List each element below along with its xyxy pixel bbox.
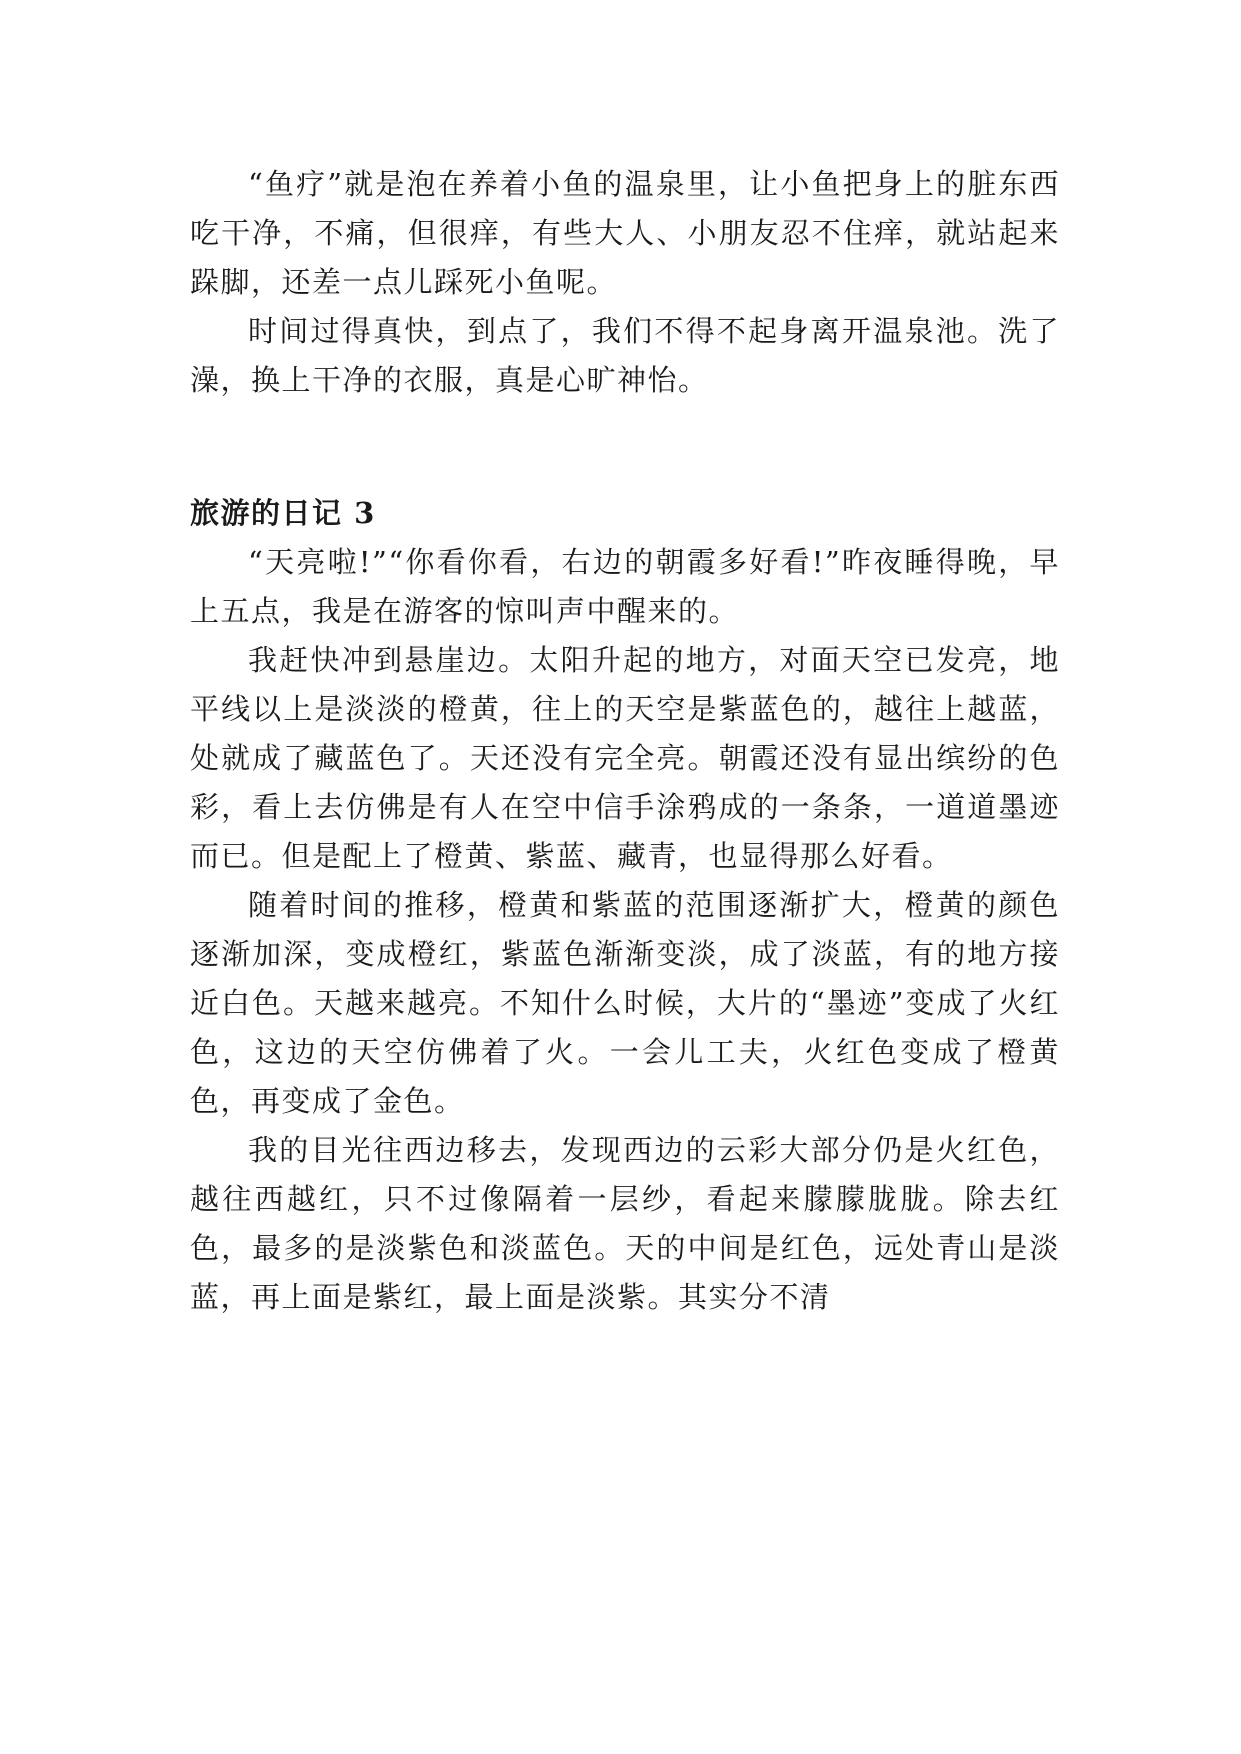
paragraph-west-clouds: 我的目光往西边移去，发现西边的云彩大部分仍是火红色，越往西越红，只不过像隔着一层纱，看起来朦朦胧胧。除去红色，最多的是淡紫色和淡蓝色。天的中间是红色，远处青山是淡蓝，再上面是紫红，最上面是淡紫。其实分不清 [190,1133,1060,1314]
paragraph-waking-up: “天亮啦!”“你看你看，右边的朝霞多好看!”昨夜睡得晚，早上五点，我是在游客的惊叫声中醒来的。 [190,545,1060,628]
document-page [190,160,1060,1322]
paragraph-leaving-pool: 时间过得真快，到点了，我们不得不起身离开温泉池。洗了澡，换上干净的衣服，真是心旷神怡。 [190,314,1060,397]
paragraph-cliff-sky: 我赶快冲到悬崖边。太阳升起的地方，对面天空已发亮，地平线以上是淡淡的橙黄，往上的天空是紫蓝色的，越往上越蓝，处就成了藏蓝色了。天还没有完全亮。朝霞还没有显出缤纷的色彩，看上去仿佛是有人在空中信手涂鸦成的一条条，一道道墨迹而已。但是配上了橙黄、紫蓝、藏青，也显得那么好看。 [190,643,1060,873]
paragraph-color-change: 随着时间的推移，橙黄和紫蓝的范围逐渐扩大，橙黄的颜色逐渐加深，变成橙红，紫蓝色渐渐变淡，成了淡蓝，有的地方接近白色。天越来越亮。不知什么时候，大片的“墨迹”变成了火红色，这边的天空仿佛着了火。一会儿工夫，火红色变成了橙黄色，再变成了金色。 [190,888,1060,1118]
section-title: 旅游的日记 3 [190,496,376,530]
paragraph-fish-therapy: “鱼疗”就是泡在养着小鱼的温泉里，让小鱼把身上的脏东西吃干净，不痛，但很痒，有些大人、小朋友忍不住痒，就站起来跺脚，还差一点儿踩死小鱼呢。 [190,167,1060,299]
